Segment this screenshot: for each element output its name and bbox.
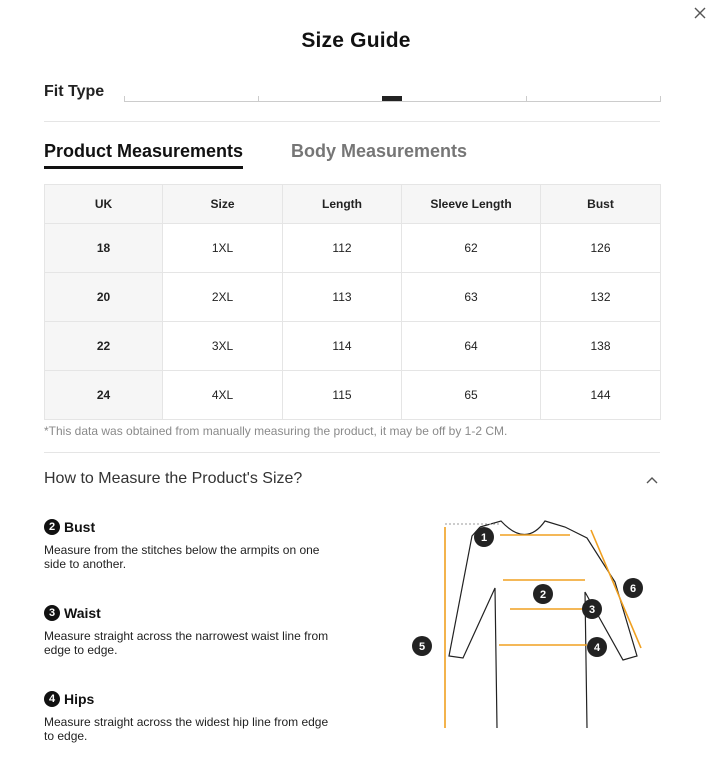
step-number-badge: 3 (44, 605, 60, 621)
table-cell: 3XL (163, 322, 283, 371)
table-row (45, 371, 661, 420)
dress-outline (449, 521, 637, 728)
fit-type-scale (124, 96, 661, 102)
table-cell: 65 (402, 371, 541, 420)
table-cell: 4XL (163, 371, 283, 420)
table-cell: 24 (45, 371, 163, 420)
measure-item-hips (44, 691, 344, 743)
fit-type-row (0, 70, 708, 105)
divider (44, 121, 660, 122)
table-cell: 126 (541, 224, 661, 273)
table-cell: 62 (402, 224, 541, 273)
how-to-measure-title[interactable]: How to Measure the Product's Size? (44, 470, 303, 487)
table-cell: 112 (283, 224, 402, 273)
column-header: Sleeve Length (402, 185, 541, 224)
fit-type-indicator (382, 96, 402, 101)
table-row (45, 273, 661, 322)
column-header: Length (283, 185, 402, 224)
table-cell: 20 (45, 273, 163, 322)
page-title: Size Guide (301, 29, 411, 52)
column-header: Bust (541, 185, 661, 224)
measure-item-title: Waist (64, 605, 101, 621)
measure-item-description: Measure straight across the widest hip line from edge to edge. (44, 715, 329, 743)
measure-item-waist (44, 605, 344, 657)
marker-label: 3 (588, 604, 596, 616)
marker-label: 1 (480, 532, 488, 544)
garment-measurement-diagram (405, 518, 655, 728)
measure-item-title: Bust (64, 519, 96, 535)
table-header-row (45, 185, 661, 224)
table-cell: 2XL (163, 273, 283, 322)
tab-body-measurements[interactable]: Body Measurements (291, 141, 468, 161)
table-cell: 138 (541, 322, 661, 371)
table-cell: 144 (541, 371, 661, 420)
tab-product-measurements[interactable]: Product Measurements (44, 141, 243, 169)
marker-label: 4 (593, 642, 601, 654)
step-number-badge: 4 (44, 691, 60, 707)
column-header: UK (45, 185, 163, 224)
chevron-up-icon[interactable] (645, 474, 659, 486)
measure-item-description: Measure straight across the narrowest waist line from edge to edge. (44, 629, 329, 657)
table-row (45, 224, 661, 273)
marker-label: 5 (418, 641, 426, 653)
step-number-badge: 2 (44, 519, 60, 535)
close-icon[interactable] (691, 4, 708, 22)
table-cell: 64 (402, 322, 541, 371)
table-cell: 1XL (163, 224, 283, 273)
marker-label: 2 (539, 589, 547, 601)
measurement-disclaimer: *This data was obtained from manually measuring the product, it may be off by 1-2 CM. (44, 424, 508, 438)
table-cell: 22 (45, 322, 163, 371)
table-cell: 132 (541, 273, 661, 322)
table-cell: 63 (402, 273, 541, 322)
table-cell: 115 (283, 371, 402, 420)
table-cell: 18 (45, 224, 163, 273)
measure-item-description: Measure from the stitches below the armpits on one side to another. (44, 543, 320, 571)
measure-item-bust (44, 519, 344, 571)
column-header: Size (163, 185, 283, 224)
fit-type-label: Fit Type (44, 83, 105, 100)
size-table (44, 184, 661, 420)
divider (44, 452, 660, 453)
table-cell: 114 (283, 322, 402, 371)
table-row (45, 322, 661, 371)
table-cell: 113 (283, 273, 402, 322)
marker-label: 6 (629, 583, 637, 595)
measure-item-title: Hips (64, 691, 95, 707)
